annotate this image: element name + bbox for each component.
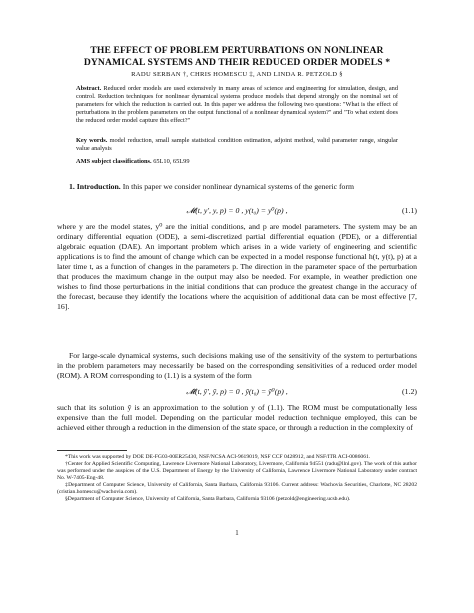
abstract bbox=[76, 85, 398, 125]
section-number: 1. bbox=[69, 182, 75, 191]
intro-paragraph-1-cont bbox=[57, 222, 417, 312]
keywords-label: Key words. bbox=[76, 137, 108, 144]
ams-classifications bbox=[76, 158, 398, 166]
page-number: 1 bbox=[235, 530, 239, 537]
paragraph-3: such that its solution ỹ is an approximation to the solution y of (1.1). The ROM must be computationally less expensive than the full model. Depending on the particular model reduction technique employed, this can be achieved either through a reduction in the dimension of the state space, or through a reduction in the complexity of bbox=[57, 403, 417, 432]
paper-title bbox=[40, 45, 434, 69]
ams-text: 65L10, 65L99 bbox=[153, 158, 190, 165]
author-list: RADU SERBAN †, CHRIS HOMESCU ‡, AND LINDA R. PETZOLD § bbox=[131, 71, 343, 78]
footnote-author-2: ‡Department of Computer Science, University of California, Santa Barbara, California 93106. Current address: Wachovia Securities, Charlotte, NC 28202 (cristian.homescu@wachovia.com). bbox=[57, 482, 417, 495]
keywords bbox=[76, 137, 398, 153]
paragraph-2: For large-scale dynamical systems, such decisions making use of the sensitivity of the system to perturbations in the problem parameters may necessarily be based on the corresponding sensitivities of a reduced order model (ROM). A ROM corresponding to (1.1) is a system of the form bbox=[57, 351, 417, 380]
paragraph-1-start: In this paper we consider nonlinear dynamical systems of the generic form bbox=[122, 182, 355, 191]
equation-1-1 bbox=[57, 206, 417, 218]
intro-paragraph-1 bbox=[57, 182, 417, 192]
footnotes bbox=[57, 454, 417, 503]
abstract-text: Reduced order models are used extensively in many areas of science and engineering for simulation, design, and control. Reduction techniques for nonlinear dynamical systems produce models that depend strongly on the nominal set of parameters for which the reduction is carried out. In this paper we address the following two questions: "What is the effect of perturbations in the problem parameters on the output functional of a nonlinear dynamical system?" and "To what extent does the reduced order model capture this effect?" bbox=[76, 85, 398, 125]
equation-1-2 bbox=[57, 387, 417, 399]
equation-1-1-number: (1.1) bbox=[402, 206, 417, 215]
footnote-separator bbox=[57, 450, 127, 451]
title-line-2: DYNAMICAL SYSTEMS AND THEIR REDUCED ORDER MODELS * bbox=[83, 57, 391, 68]
ams-label: AMS subject classifications. bbox=[76, 158, 152, 165]
equation-1-2-number: (1.2) bbox=[402, 387, 417, 396]
footnote-funding: *This work was supported by DOE DE-FG03-00ER25430, NSF/NCSA ACI-9619019, NSF CCF 0428912, and NSF/ITR ACI-0086061. bbox=[65, 454, 371, 460]
intro-paragraph-2 bbox=[57, 351, 417, 381]
keywords-text: model reduction, small sample statistical condition estimation, adjoint method, valid parameter range, singular value analysis bbox=[76, 137, 398, 153]
equation-1-1-body: 𝓜(t, y′, y, p) = 0 , y(t₀) = y⁰(p) , bbox=[186, 206, 288, 215]
abstract-label: Abstract. bbox=[76, 85, 102, 92]
paragraph-1-continued: where y are the model states, y⁰ are the initial conditions, and p are model parameters. The system may be an ordinary differential equation (ODE), a semi-discretized partial differential equation (PDE), or a differential algebraic equation (DAE). An important problem which arises in a wide variety of engineering and scientific applications is to find the amount of change which can be expected in a model response functional h(t, y(t), p) at a later time t, as a function of changes in the parameters p. The direction in the parameter space of the perturbation that produces the maximum change in the output may also be needed. For example, in weather prediction one wishes to find those perturbations in the initial conditions that can produce the greatest change in the accuracy of the forecast, because they identify the locations where the acquisition of additional data can be most effective [7, 16]. bbox=[57, 222, 417, 311]
section-title: Introduction. bbox=[76, 182, 121, 191]
equation-1-2-body: 𝓜̃(t, ỹ′, ỹ, p) = 0 , ỹ(t₀) = ỹ⁰(p) , bbox=[186, 387, 288, 396]
title-line-1: THE EFFECT OF PROBLEM PERTURBATIONS ON NONLINEAR bbox=[90, 45, 384, 56]
footnote-author-3: §Department of Computer Science, University of California, Santa Barbara, California 93106 (petzold@engineering.ucsb.edu). bbox=[65, 496, 351, 502]
intro-paragraph-3 bbox=[57, 403, 417, 433]
footnote-author-1: †Center for Applied Scientific Computing, Lawrence Livermore National Laboratory, Livermore, California 94551 (radu@llnl.gov). The work of this author was performed under the auspices of the U.S. Department of Energy by the University of California, Lawrence Livermore National Laboratory under contract No. W-7405-Eng-48. bbox=[57, 461, 417, 481]
